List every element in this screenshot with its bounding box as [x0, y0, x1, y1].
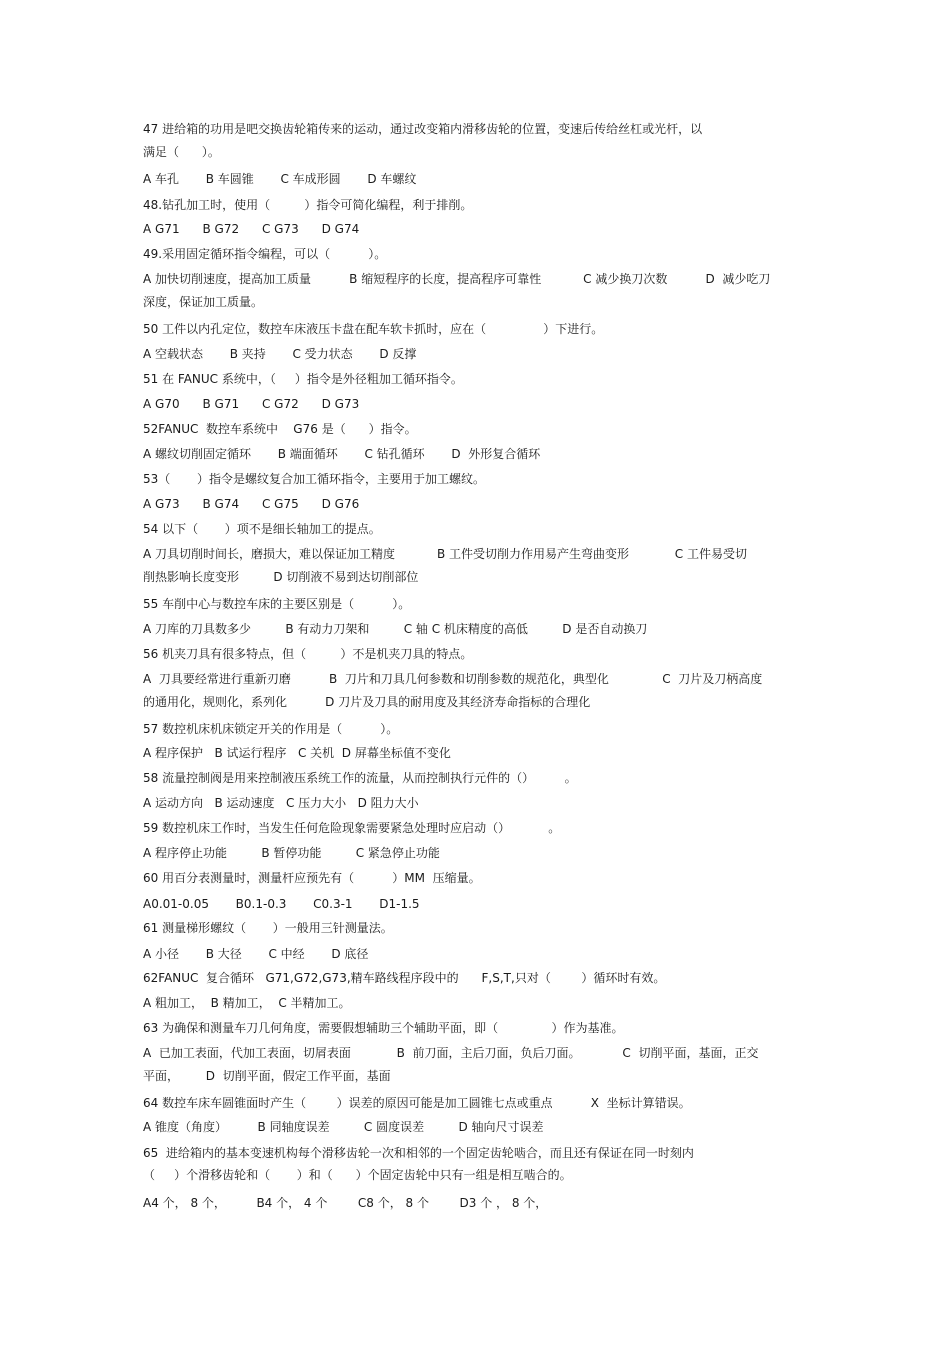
q58-text: 58 流量控制阀是用来控制液压系统工作的流量，从而控制执行元件的（） 。 — [143, 771, 577, 785]
q55-options: A 刀库的刀具数多少 B 有动力刀架和 C 轴 C 机床精度的高低 D 是否自动换刀 — [143, 622, 648, 636]
q57-text: 57 数控机床机床锁定开关的作用是（ ）。 — [143, 722, 399, 736]
q63-text: 63 为确保和测量车刀几何角度，需要假想辅助三个辅助平面，即（ ）作为基准。 — [143, 1021, 624, 1035]
q65-options: A4 个， 8 个， B4 个， 4 个 C8 个， 8 个 D3 个 ， 8 个， — [143, 1196, 548, 1210]
q62-text: 62FANUC 复合循环 G71,G72,G73,精车路线程序段中的 F,S,T,只对（ ）循环时有效。 — [143, 971, 666, 985]
q54-text: 54 以下（ ）项不是细长轴加工的提点。 — [143, 522, 381, 536]
q58-options: A 运动方向 B 运动速度 C 压力大小 D 阻力大小 — [143, 796, 419, 810]
q48-text: 48.钻孔加工时，使用（ ）指令可简化编程，利于排削。 — [143, 198, 473, 212]
q48-options: A G71 B G72 C G73 D G74 — [143, 222, 360, 236]
q56-options-cont: 的通用化，规则化，系列化 D 刀片及刀具的耐用度及其经济寿命指标的合理化 — [143, 695, 591, 709]
q47-text: 47 进给箱的功用是吧交换齿轮箱传来的运动，通过改变箱内滑移齿轮的位置，变速后传给丝杠或光杆，以 — [143, 122, 703, 136]
q59-options: A 程序停止功能 B 暂停功能 C 紧急停止功能 — [143, 846, 440, 860]
q59-text: 59 数控机床工作时，当发生任何危险现象需要紧急处理时应启动（） 。 — [143, 821, 561, 835]
q65-text: 65 进给箱内的基本变速机构每个滑移齿轮一次和相邻的一个固定齿轮啮合，而且还有保证在同一时刻内 — [143, 1146, 694, 1160]
q49-text: 49.采用固定循环指令编程，可以（ ）。 — [143, 247, 387, 261]
q52-options: A 螺纹切削固定循环 B 端面循环 C 钻孔循环 D 外形复合循环 — [143, 447, 541, 461]
q53-text: 53（ ）指令是螺纹复合加工循环指令，主要用于加工螺纹。 — [143, 472, 485, 486]
q65-text-cont: （ ）个滑移齿轮和（ ）和（ ）个固定齿轮中只有一组是相互啮合的。 — [143, 1168, 572, 1182]
q55-text: 55 车削中心与数控车床的主要区别是（ ）。 — [143, 597, 411, 611]
q53-options: A G73 B G74 C G75 D G76 — [143, 497, 360, 511]
q61-options: A 小径 B 大径 C 中经 D 底径 — [143, 947, 369, 961]
q56-options: A 刀具要经常进行重新刃磨 B 刀片和刀具几何参数和切削参数的规范化，典型化 C 刀片及刀柄高度 — [143, 672, 763, 686]
q63-options: A 已加工表面，代加工表面，切屑表面 B 前刀面，主后刀面，负后刀面。 C 切削平面，基面，正交 — [143, 1046, 759, 1060]
q63-options-cont: 平面， D 切削平面，假定工作平面，基面 — [143, 1069, 391, 1083]
q47-text-cont: 满足（ ）。 — [143, 145, 220, 159]
q49-options-cont: 深度，保证加工质量。 — [143, 295, 264, 309]
q47-options: A 车孔 B 车圆锥 C 车成形圆 D 车螺纹 — [143, 172, 417, 186]
q52-text: 52FANUC 数控车系统中 G76 是（ ）指令。 — [143, 422, 417, 436]
q51-options: A G70 B G71 C G72 D G73 — [143, 397, 360, 411]
q60-options: A0.01-0.05 B0.1-0.3 C0.3-1 D1-1.5 — [143, 897, 420, 911]
q54-options: A 刀具切削时间长，磨损大，难以保证加工精度 B 工件受切削力作用易产生弯曲变形 C 工件易受切 — [143, 547, 747, 561]
q54-options-cont: 削热影响长度变形 D 切削液不易到达切削部位 — [143, 570, 419, 584]
q56-text: 56 机夹刀具有很多特点，但（ ）不是机夹刀具的特点。 — [143, 647, 473, 661]
q64-options: A 锥度（角度） B 同轴度误差 C 圆度误差 D 轴向尺寸误差 — [143, 1120, 544, 1134]
q57-options: A 程序保护 B 试运行程序 C 关机 D 屏幕坐标值不变化 — [143, 746, 451, 760]
q60-text: 60 用百分表测量时，测量杆应预先有（ ）MM 压缩量。 — [143, 871, 481, 885]
q50-text: 50 工件以内孔定位，数控车床液压卡盘在配车软卡抓时，应在（ ）下进行。 — [143, 322, 604, 336]
q62-options: A 粗加工， B 精加工， C 半精加工。 — [143, 996, 351, 1010]
q50-options: A 空载状态 B 夹持 C 受力状态 D 反撑 — [143, 347, 417, 361]
q51-text: 51 在 FANUC 系统中，（ ）指令是外径粗加工循环指令。 — [143, 372, 463, 386]
q64-text: 64 数控车床车圆锥面时产生（ ）误差的原因可能是加工圆锥七点或重点 X 坐标计算错误。 — [143, 1096, 691, 1110]
q49-options: A 加快切削速度，提高加工质量 B 缩短程序的长度，提高程序可靠性 C 减少换刀次数 D 减少吃刀 — [143, 272, 771, 286]
q61-text: 61 测量梯形螺纹（ ）一般用三针测量法。 — [143, 921, 393, 935]
